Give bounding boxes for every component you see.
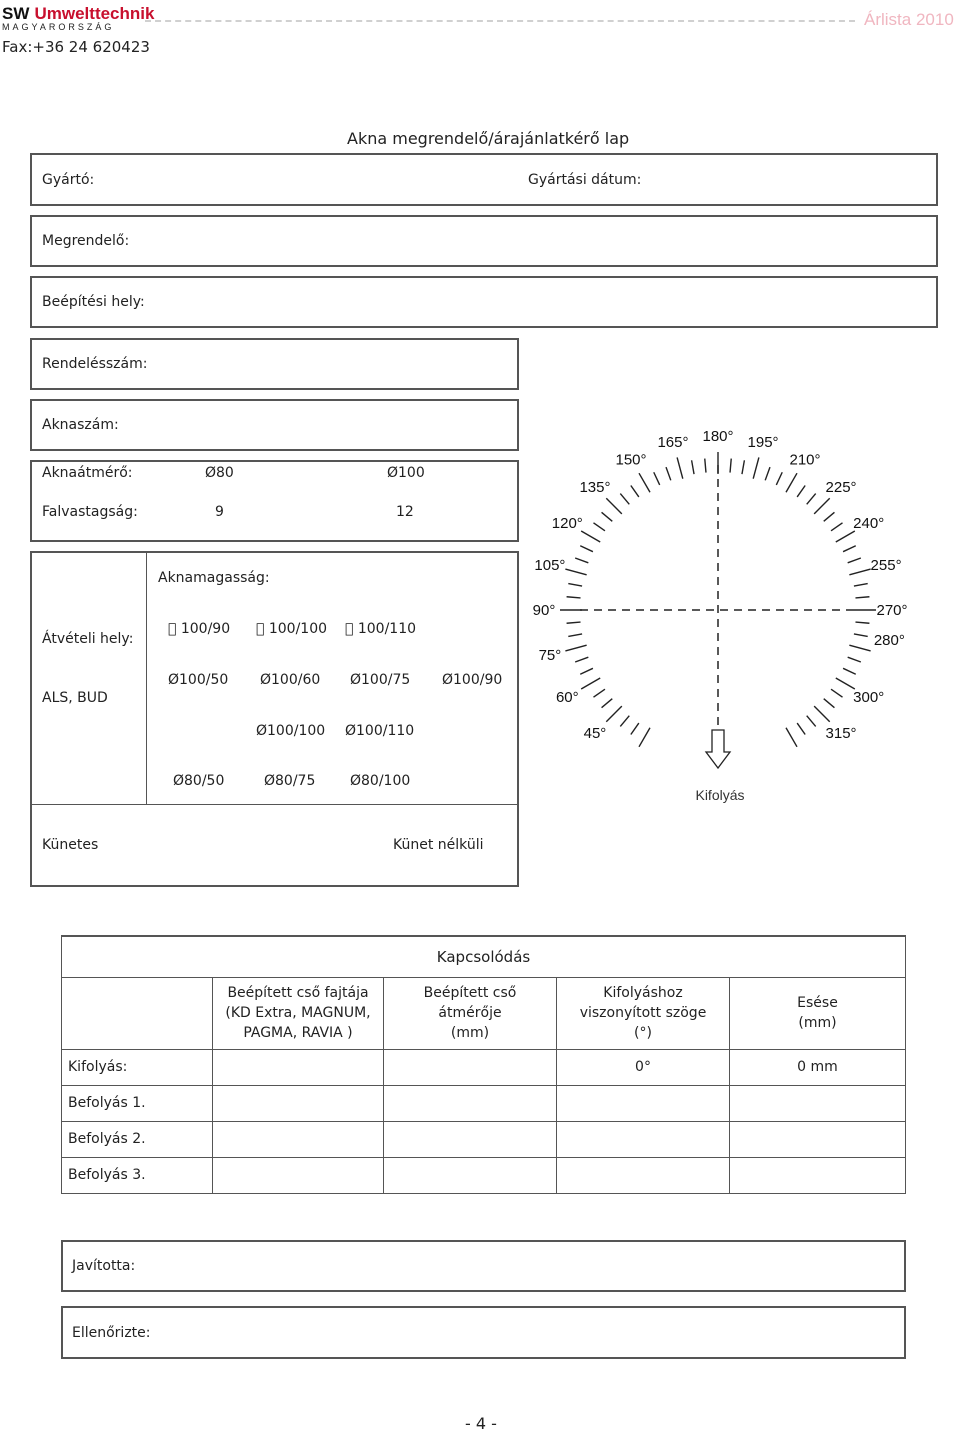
height-option[interactable]: Ø100/50 [168,672,229,688]
diameter-option-100[interactable]: Ø100 [387,465,425,481]
height-horizontal-divider [30,804,519,805]
dial-angle-label: 270° [876,602,908,619]
dial-tick [831,523,842,531]
dial-tick [786,728,797,747]
shaft-number-label: Aknaszám: [42,417,119,433]
header-slope-line: Esése [797,995,838,1011]
angle-cell[interactable] [557,1085,730,1121]
header-divider [145,20,855,22]
header-pipe-diameter-line: (mm) [450,1025,490,1041]
height-label: Aknamagasság: [158,570,270,586]
header-pipe-type [213,977,384,1049]
height-option[interactable]: 100/90 [168,621,218,637]
order-number-label: Rendelésszám: [42,356,148,372]
dial-tick [677,457,683,478]
dial-angle-label: 120° [551,515,583,532]
dial-tick [631,723,639,734]
dial-tick [765,467,770,480]
dial-angle-label: 195° [747,433,779,451]
dial-tick [606,706,622,722]
dial-tick [814,706,830,722]
height-option[interactable]: 100/100 [256,621,315,637]
dial-tick [855,622,869,623]
company-logo [2,4,154,32]
dial-tick [786,473,797,492]
customer-label: Megrendelő: [42,233,130,249]
connections-table [61,935,906,1194]
checked-by-box [61,1306,906,1359]
logo-brand: Umwelttechnik [34,4,155,23]
dial-tick [797,485,805,496]
height-option[interactable]: Ø80/100 [350,773,411,789]
kunet-with-option[interactable]: Künetes [42,837,99,853]
header-pipe-type-line: Beépített cső fajtája [227,985,369,1001]
dial-tick [606,498,622,514]
dial-tick [854,634,868,636]
pipe-type-cell[interactable] [213,1085,384,1121]
dial-tick [836,531,855,542]
dial-tick [565,645,586,651]
dial-tick [855,597,869,598]
height-option[interactable]: Ø100/75 [350,672,411,688]
dial-angle-label: 240° [853,515,885,532]
dial-tick [620,716,629,727]
height-option[interactable]: Ø100/110 [345,723,415,739]
dial-tick [843,546,856,552]
height-option[interactable]: Ø100/90 [442,672,503,688]
page-number: - 4 - [465,1414,497,1433]
height-option[interactable]: Ø80/75 [264,773,316,789]
kunet-without-option[interactable]: Künet nélküli [393,837,484,853]
pipe-type-cell[interactable] [213,1157,384,1193]
manufacturer-label: Gyártó: [42,172,95,188]
dial-tick [807,494,816,505]
dial-tick [753,457,759,478]
dial-angle-label: 180° [702,430,734,445]
header-pipe-type-line: PAGMA, RAVIA ) [243,1025,353,1041]
dial-tick [807,716,816,727]
dial-tick [567,622,581,623]
corrected-by-label: Javította: [72,1258,136,1274]
page-title: Akna megrendelő/árajánlatkérő lap [347,129,630,148]
dial-tick [593,689,604,697]
logo-subtitle: MAGYARORSZÁG [2,22,115,32]
dial-tick [580,546,593,552]
dial-tick [581,531,600,542]
table-row [62,1121,906,1157]
angle-dial [525,430,960,820]
angle-cell[interactable] [557,1121,730,1157]
dial-tick [824,512,835,521]
dial-tick [575,657,588,662]
header-pipe-type-line: (KD Extra, MAGNUM, [225,1005,371,1021]
dial-tick [776,472,782,485]
outflow-label: Kifolyás [695,787,745,803]
connections-title: Kapcsolódás [62,936,906,977]
dial-tick [843,668,856,674]
dial-tick [568,634,582,636]
dial-tick [742,460,744,474]
header-slope-line: (mm) [798,1015,837,1031]
row-label: Kifolyás: [62,1049,213,1085]
pickup-location-value: ALS, BUD [42,690,108,706]
slope-cell[interactable] [730,1157,906,1193]
fax-number: Fax:+36 24 620423 [2,38,150,56]
dial-angle-label: 280° [873,632,905,650]
height-option[interactable]: Ø100/100 [256,723,326,739]
dial-tick [824,699,835,708]
diameter-label: Aknaátmérő: [42,465,133,481]
pickup-location-label: Átvételi hely: [42,631,134,647]
dial-angle-label: 135° [579,478,611,496]
dial-tick [848,558,861,563]
dial-angle-label: 75° [538,647,562,665]
corrected-by-box [61,1240,906,1292]
install-location-box [30,276,938,328]
pipe-diameter-cell[interactable] [384,1157,557,1193]
wall-thickness-9[interactable]: 9 [215,504,224,520]
dial-tick [730,459,731,473]
dial-tick [831,689,842,697]
price-list-label: Árlista 2010 [864,10,954,29]
dial-tick [593,523,604,531]
dial-tick [620,494,629,505]
dial-angle-label: 210° [789,451,821,469]
header-angle-line: (°) [634,1025,652,1041]
dial-tick [666,467,671,480]
dial-tick [639,728,650,747]
pipe-type-cell[interactable] [213,1049,384,1085]
manufacture-date-label: Gyártási dátum: [528,172,642,188]
header-pipe-diameter-line: Beépített cső [423,985,517,1001]
header-angle [557,977,730,1049]
dial-tick [848,657,861,662]
header-angle-line: viszonyított szöge [579,1005,707,1021]
dial-tick [849,569,870,575]
dial-angle-label: 60° [555,689,579,706]
dial-angle-label: 225° [825,478,857,496]
dial-angle-label: 45° [583,725,607,743]
table-row [62,1085,906,1121]
row-label: Befolyás 1. [62,1085,213,1121]
header-empty [62,977,213,1049]
pipe-type-cell[interactable] [213,1121,384,1157]
dial-tick [814,498,830,514]
dial-tick [581,678,600,689]
header-pipe-diameter [384,977,557,1049]
pipe-diameter-cell[interactable] [384,1121,557,1157]
dial-tick [692,460,694,474]
header-angle-line: Kifolyáshoz [603,985,683,1001]
table-row [62,1157,906,1193]
dial-angle-label: 315° [825,725,857,743]
dial-angle-label: 165° [657,433,689,451]
header-slope [730,977,906,1049]
dial-tick [565,569,586,575]
manufacturer-box [30,153,938,206]
angle-cell[interactable]: 0° [557,1049,730,1085]
dial-tick [705,459,706,473]
customer-box [30,215,938,267]
dial-tick [639,473,650,492]
dial-tick [836,678,855,689]
height-option[interactable]: Ø100/60 [260,672,321,688]
dial-tick [631,485,639,496]
dial-tick [854,584,868,586]
dial-tick [568,584,582,586]
row-label: Befolyás 2. [62,1121,213,1157]
dial-angle-label: 150° [615,451,647,469]
dial-tick [567,597,581,598]
header-pipe-diameter-line: átmérője [438,1005,502,1021]
slope-cell[interactable]: 0 mm [730,1049,906,1085]
logo-sw: SW [2,4,30,23]
dial-tick [575,558,588,563]
dial-angle-label: 300° [853,689,885,706]
dial-tick [797,723,805,734]
pipe-diameter-cell[interactable] [384,1049,557,1085]
dial-angle-label: 105° [534,556,566,574]
angle-cell[interactable] [557,1157,730,1193]
height-option[interactable]: 100/110 [345,621,404,637]
diameter-option-80[interactable]: Ø80 [205,465,234,481]
outflow-arrow-icon [706,730,730,768]
dial-tick [602,512,613,521]
dial-angle-label: 90° [532,602,556,619]
dial-tick [602,699,613,708]
height-vertical-divider [146,551,147,805]
wall-thickness-12[interactable]: 12 [396,504,414,520]
height-option[interactable]: Ø80/50 [173,773,225,789]
wall-thickness-label: Falvastagság: [42,504,138,520]
row-label: Befolyás 3. [62,1157,213,1193]
install-location-label: Beépítési hely: [42,294,145,310]
dial-tick [849,645,870,651]
slope-cell[interactable] [730,1121,906,1157]
slope-cell[interactable] [730,1085,906,1121]
pipe-diameter-cell[interactable] [384,1085,557,1121]
table-row [62,1049,906,1085]
checked-by-label: Ellenőrizte: [72,1325,151,1341]
dial-angle-label: 255° [870,556,902,574]
dial-tick [654,472,660,485]
dial-tick [580,668,593,674]
